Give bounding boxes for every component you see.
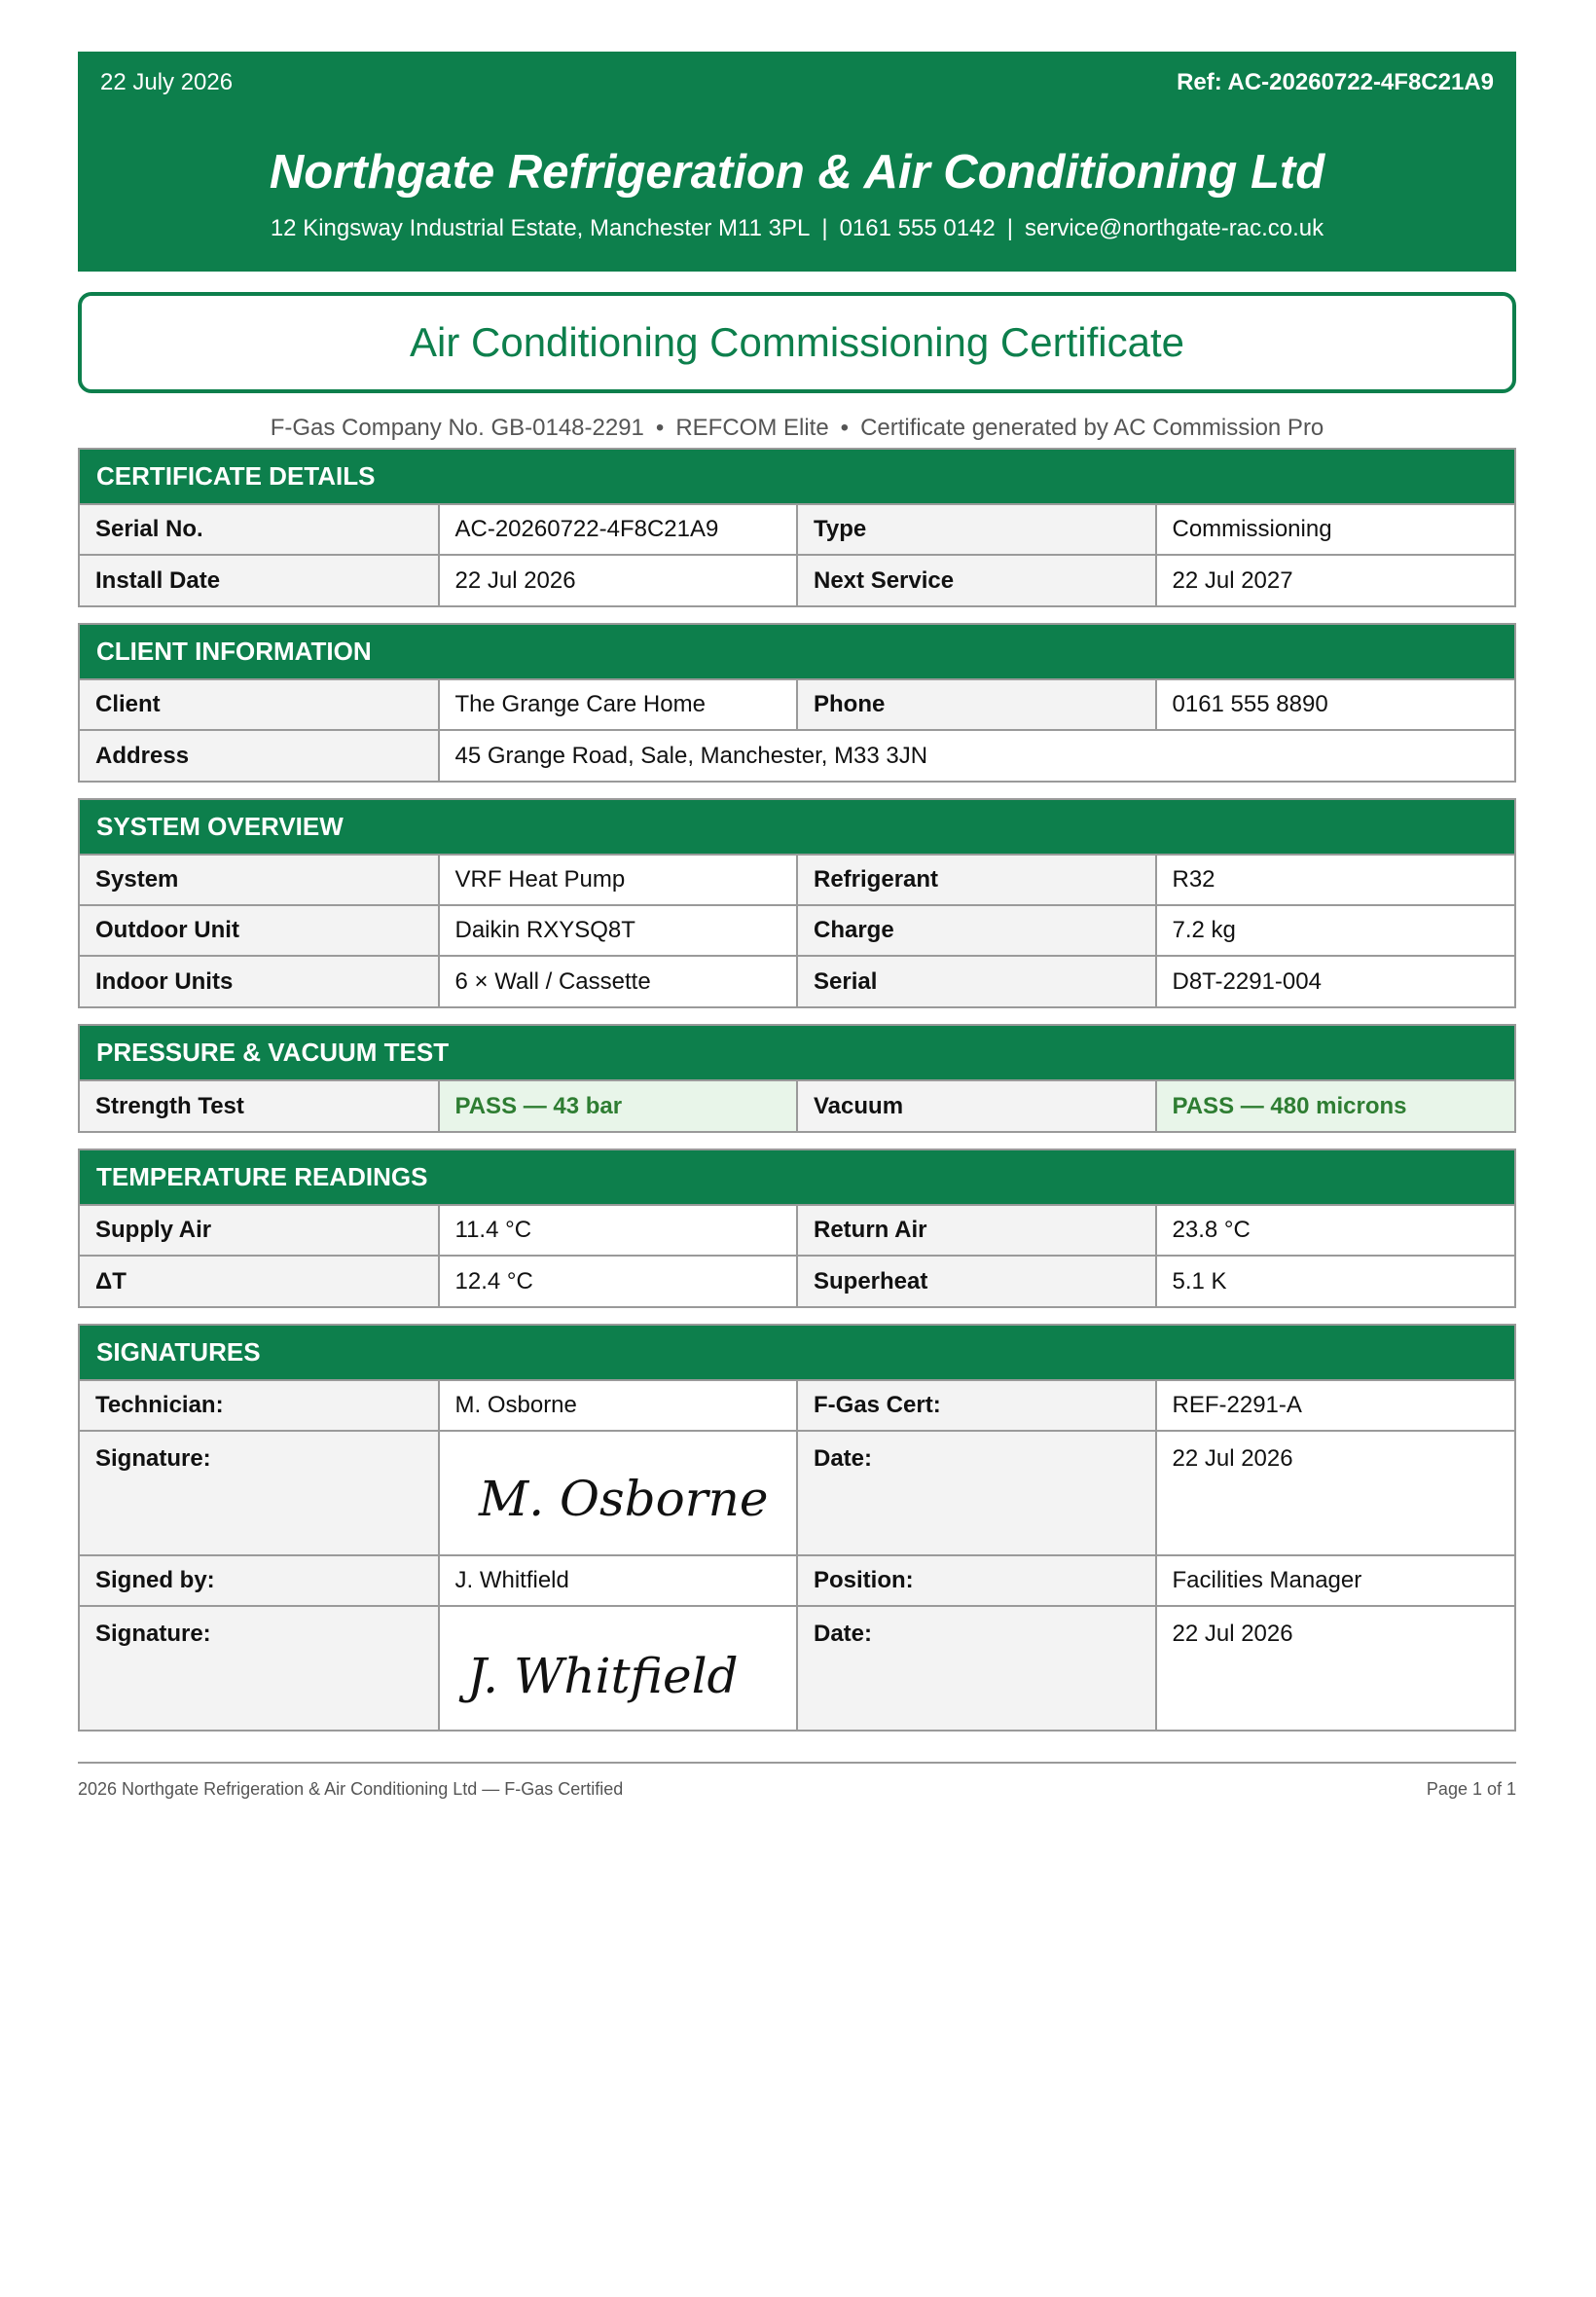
supply-air-label: Supply Air <box>80 1205 439 1256</box>
client-signature-image <box>440 1621 796 1730</box>
certificate-page <box>78 52 1516 1732</box>
serial-label: Serial No. <box>80 504 439 555</box>
system-label: System <box>80 855 439 905</box>
section-heading: SIGNATURES <box>80 1326 1514 1379</box>
table-row <box>80 1431 1514 1555</box>
table-row <box>80 905 1514 956</box>
next-service-label: Next Service <box>797 555 1156 605</box>
section-heading: CERTIFICATE DETAILS <box>80 450 1514 503</box>
client-value: The Grange Care Home <box>439 679 798 730</box>
signed-by-value: J. Whitfield <box>439 1555 798 1606</box>
temperature-readings-section <box>78 1148 1516 1308</box>
fgas-company-number: F-Gas Company No. GB-0148-2291 <box>270 415 644 441</box>
table-row <box>80 1256 1514 1306</box>
vacuum-label: Vacuum <box>797 1080 1156 1131</box>
client-label: Client <box>80 679 439 730</box>
fgas-cert-value: REF-2291-A <box>1156 1380 1515 1431</box>
table-row <box>80 555 1514 605</box>
company-name: Northgate Refrigeration & Air Conditioning Ltd <box>269 146 1325 199</box>
address-value: 45 Grange Road, Sale, Manchester, M33 3JN <box>439 730 1515 781</box>
install-date-label: Install Date <box>80 555 439 605</box>
technician-date-value: 22 Jul 2026 <box>1156 1431 1515 1555</box>
fgas-cert-label: F-Gas Cert: <box>797 1380 1156 1431</box>
header-date: 22 July 2026 <box>100 69 234 95</box>
separator: | <box>1006 215 1013 241</box>
client-date-value: 22 Jul 2026 <box>1156 1606 1515 1730</box>
delta-t-value: 12.4 °C <box>439 1256 798 1306</box>
signatures-table <box>80 1379 1514 1730</box>
vacuum-result: PASS — 480 microns <box>1156 1080 1515 1131</box>
refcom-status: REFCOM Elite <box>675 415 829 441</box>
header-reference: Ref: AC-20260722-4F8C21A9 <box>1177 69 1494 95</box>
company-email: service@northgate-rac.co.uk <box>1024 215 1324 241</box>
accreditation-line <box>78 415 1516 448</box>
footer-company: 2026 Northgate Refrigeration & Air Conditioning Ltd — F-Gas Certified <box>78 1779 624 1799</box>
table-row <box>80 1555 1514 1606</box>
client-date-label: Date: <box>797 1606 1156 1730</box>
type-label: Type <box>797 504 1156 555</box>
bullet: • <box>655 415 665 441</box>
phone-value: 0161 555 8890 <box>1156 679 1515 730</box>
technician-label: Technician: <box>80 1380 439 1431</box>
phone-label: Phone <box>797 679 1156 730</box>
page-number: Page 1 of 1 <box>1426 1779 1516 1799</box>
serial-value: AC-20260722-4F8C21A9 <box>439 504 798 555</box>
next-service-value: 22 Jul 2027 <box>1156 555 1515 605</box>
position-label: Position: <box>797 1555 1156 1606</box>
outdoor-unit-value: Daikin RXYSQ8T <box>439 905 798 956</box>
superheat-label: Superheat <box>797 1256 1156 1306</box>
temperature-table <box>80 1204 1514 1306</box>
company-contact <box>78 215 1516 242</box>
client-table <box>80 678 1514 781</box>
section-heading: CLIENT INFORMATION <box>80 625 1514 678</box>
outdoor-unit-label: Outdoor Unit <box>80 905 439 956</box>
charge-label: Charge <box>797 905 1156 956</box>
company-phone: 0161 555 0142 <box>839 215 996 241</box>
return-air-value: 23.8 °C <box>1156 1205 1515 1256</box>
technician-signature-text: M. Osborne <box>478 1471 768 1527</box>
technician-date-label: Date: <box>797 1431 1156 1555</box>
section-heading: PRESSURE & VACUUM TEST <box>80 1026 1514 1079</box>
section-heading: TEMPERATURE READINGS <box>80 1150 1514 1204</box>
technician-signature <box>439 1431 798 1555</box>
table-row <box>80 956 1514 1006</box>
client-signature <box>439 1606 798 1730</box>
certificate-title-box <box>78 292 1516 393</box>
unit-serial-value: D8T-2291-004 <box>1156 956 1515 1006</box>
strength-test-label: Strength Test <box>80 1080 439 1131</box>
technician-signature-image <box>440 1445 796 1554</box>
type-value: Commissioning <box>1156 504 1515 555</box>
table-row <box>80 1606 1514 1730</box>
company-header <box>78 52 1516 272</box>
pressure-table <box>80 1079 1514 1131</box>
table-row <box>80 1205 1514 1256</box>
refrigerant-value: R32 <box>1156 855 1515 905</box>
technician-value: M. Osborne <box>439 1380 798 1431</box>
generated-by: Certificate generated by AC Commission Pro <box>860 415 1324 441</box>
unit-serial-label: Serial <box>797 956 1156 1006</box>
table-row <box>80 1380 1514 1431</box>
table-row <box>80 730 1514 781</box>
superheat-value: 5.1 K <box>1156 1256 1515 1306</box>
position-value: Facilities Manager <box>1156 1555 1515 1606</box>
strength-test-result: PASS — 43 bar <box>439 1080 798 1131</box>
page-footer <box>78 1762 1516 1800</box>
table-row <box>80 679 1514 730</box>
certificate-details-section <box>78 448 1516 607</box>
indoor-units-label: Indoor Units <box>80 956 439 1006</box>
supply-air-value: 11.4 °C <box>439 1205 798 1256</box>
pressure-test-section <box>78 1024 1516 1133</box>
delta-t-label: ΔT <box>80 1256 439 1306</box>
section-heading: SYSTEM OVERVIEW <box>80 800 1514 854</box>
signatures-section <box>78 1324 1516 1732</box>
return-air-label: Return Air <box>797 1205 1156 1256</box>
client-signature-text: J. Whitfield <box>466 1648 739 1704</box>
address-label: Address <box>80 730 439 781</box>
charge-value: 7.2 kg <box>1156 905 1515 956</box>
certificate-title: Air Conditioning Commissioning Certificate <box>410 319 1184 365</box>
refrigerant-label: Refrigerant <box>797 855 1156 905</box>
separator: | <box>821 215 828 241</box>
bullet: • <box>840 415 850 441</box>
system-value: VRF Heat Pump <box>439 855 798 905</box>
table-row <box>80 1080 1514 1131</box>
signed-by-label: Signed by: <box>80 1555 439 1606</box>
table-row <box>80 504 1514 555</box>
company-address: 12 Kingsway Industrial Estate, Manchester M11 3PL <box>270 215 811 241</box>
install-date-value: 22 Jul 2026 <box>439 555 798 605</box>
certificate-details-table <box>80 503 1514 605</box>
indoor-units-value: 6 × Wall / Cassette <box>439 956 798 1006</box>
table-row <box>80 855 1514 905</box>
system-overview-section <box>78 798 1516 1008</box>
system-table <box>80 854 1514 1006</box>
client-information-section <box>78 623 1516 783</box>
client-signature-label: Signature: <box>80 1606 439 1730</box>
technician-signature-label: Signature: <box>80 1431 439 1555</box>
